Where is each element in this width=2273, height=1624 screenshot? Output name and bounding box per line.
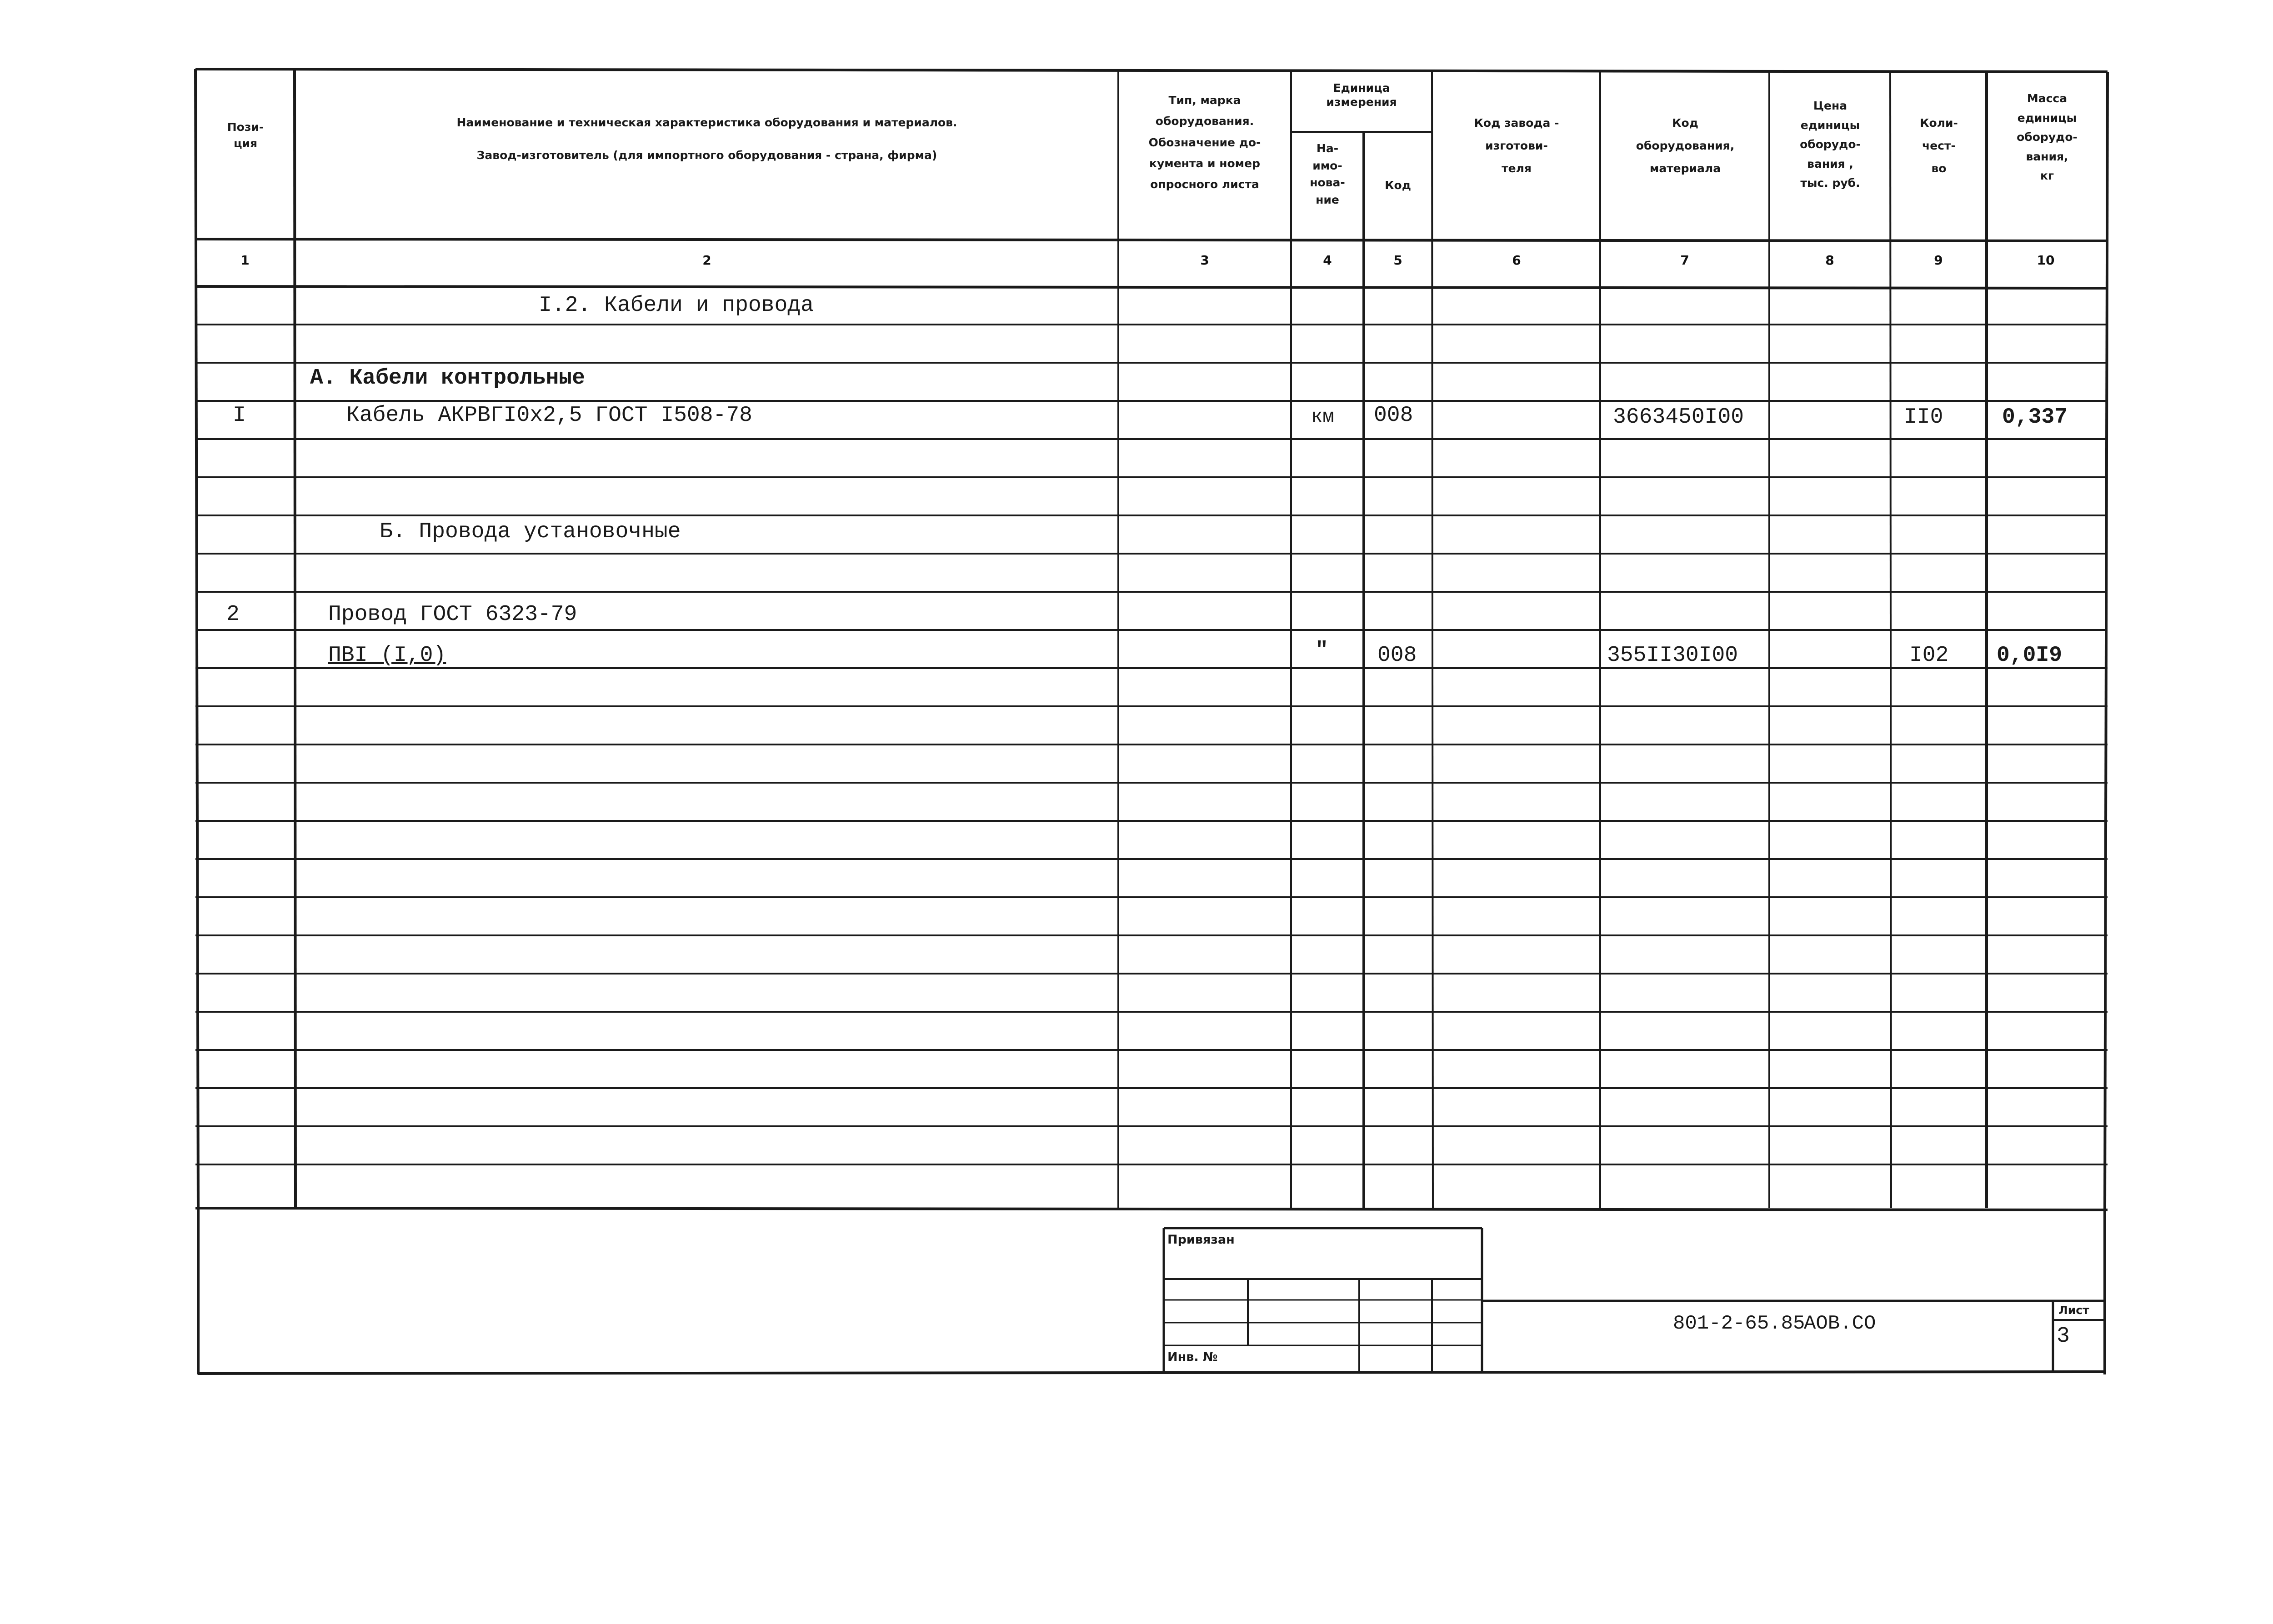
table-row-quantity: I02 — [1909, 643, 1949, 668]
header-unit-price: Цена единицы оборудо- вания , тыс. руб. — [1800, 99, 1861, 190]
document-code: 801-2-65.85 — [1673, 1312, 1805, 1335]
table-row-unit-code: 008 — [1374, 403, 1413, 428]
table-row-position: I — [233, 403, 246, 428]
table-row-name: ПВI (I,0) — [328, 643, 446, 668]
column-number: 9 — [1934, 253, 1943, 268]
table-row-name: Кабель АКРВГI0х2,5 ГОСТ I508-78 — [346, 403, 752, 428]
column-number: 8 — [1825, 253, 1834, 268]
header-unit-group: Единица измерения — [1326, 81, 1397, 109]
table-row-position: 2 — [226, 602, 240, 627]
header-position: Пози- ция — [227, 120, 264, 150]
table-row-quantity: II0 — [1904, 405, 1943, 430]
table-row-code: 3663450I00 — [1613, 405, 1744, 430]
column-number: 2 — [702, 253, 711, 268]
table-row-unit: " — [1315, 639, 1328, 663]
table-row-name: Провод ГОСТ 6323-79 — [328, 602, 577, 627]
header-unit-name: На- имо- нова- ние — [1310, 142, 1345, 206]
sheet-label: Лист — [2058, 1304, 2089, 1317]
table-row-unit: км — [1311, 406, 1334, 428]
column-number: 1 — [240, 253, 250, 268]
header-equipment-code: Код оборудования, материала — [1636, 116, 1735, 175]
header-manufacturer-code: Код завода - изготови- теля — [1474, 116, 1559, 175]
header-quantity: Коли- чест- во — [1920, 116, 1958, 175]
column-number: 4 — [1323, 253, 1332, 268]
document-mark: АОВ.СО — [1804, 1312, 1876, 1335]
column-number: 7 — [1680, 253, 1689, 268]
column-number: 6 — [1512, 253, 1521, 268]
section-title: I.2. Кабели и провода — [539, 293, 814, 318]
column-number: 3 — [1200, 253, 1209, 268]
table-row-unit-code: 008 — [1377, 643, 1417, 668]
table-row-mass: 0,0I9 — [1997, 643, 2063, 668]
table-row-code: 355II30I00 — [1607, 643, 1738, 668]
table-row-mass: 0,337 — [2002, 405, 2068, 430]
column-number: 5 — [1393, 253, 1402, 268]
sheet-number: 3 — [2057, 1324, 2070, 1349]
subsection-title: Б. Провода установочные — [380, 520, 681, 544]
header-unit-mass: Масса единицы оборудо- вания, кг — [2017, 92, 2078, 182]
stamp-inventory-label: Инв. № — [1167, 1350, 1218, 1364]
header-name-characteristics: Наименование и техническая характеристика оборудования и материалов. Завод-изготовитель (для импортного оборудования - страна, фирма) — [456, 116, 957, 162]
header-unit-code: Код — [1385, 179, 1411, 192]
column-number: 10 — [2037, 253, 2055, 268]
subsection-title: А. Кабели контрольные — [310, 366, 585, 390]
header-type-mark: Тип, марка оборудования. Обозначение до- кумента и номер опросного листа — [1148, 94, 1261, 191]
stamp-bound-label: Привязан — [1167, 1233, 1235, 1247]
